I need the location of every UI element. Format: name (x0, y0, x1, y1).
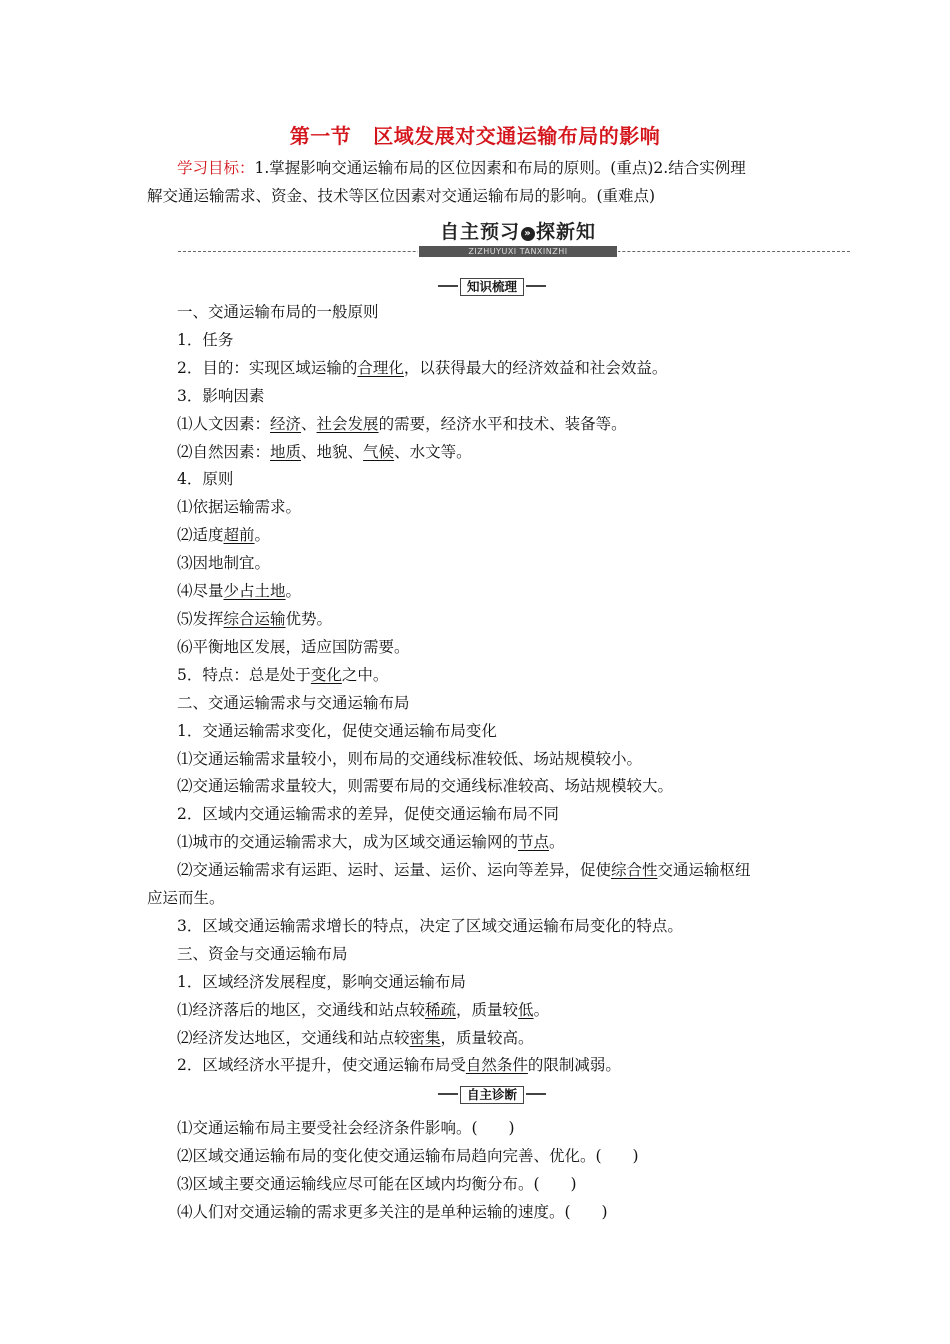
diagnosis-item: ⑶区域主要交通运输线应尽可能在区域内均衡分布。( ) (177, 1174, 577, 1193)
item-2-2-2: ⑵交通运输需求有运距、运时、运量、运价、运向等差异，促使综合性交通运输枢纽 (177, 861, 751, 880)
arrow-icon: » (521, 227, 535, 241)
banner-subtitle: ZIZHUYUXI TANXINZHI (419, 246, 617, 257)
diagnosis-item: ⑵区域交通运输布局的变化使交通运输布局趋向完善、优化。( ) (177, 1146, 639, 1165)
item-3-1: 1．区域经济发展程度，影响交通运输布局 (177, 972, 466, 991)
principle-4: ⑷尽量少占土地。 (177, 582, 302, 601)
heading-1: 一、交通运输布局的一般原则 (177, 303, 379, 321)
item-1-2: 2．目的：实现区域运输的合理化，以获得最大的经济效益和社会效益。 (177, 358, 668, 377)
item-2-1: 1．交通运输需求变化，促使交通运输布局变化 (177, 721, 497, 740)
section-heading: 区域发展对交通运输布局的影响 (373, 124, 661, 148)
item-1-1: 1．任务 (177, 330, 234, 349)
learning-goals-label: 学习目标： (177, 159, 255, 177)
principle-5: ⑸发挥综合运输优势。 (177, 609, 333, 628)
knowledge-content (147, 299, 817, 1080)
item-1-5: 5．特点：总是处于变化之中。 (177, 665, 389, 684)
principle-6: ⑹平衡地区发展，适应国防需要。 (177, 637, 410, 656)
preview-banner (178, 214, 850, 260)
diagnosis-item: ⑷人们对交通运输的需求更多关注的是单种运输的速度。( ) (177, 1202, 608, 1221)
section-number: 第一节 (289, 124, 352, 148)
item-2-3: 3．区域交通运输需求增长的特点，决定了区域交通运输布局变化的特点。 (177, 916, 683, 935)
principle-3: ⑶因地制宜。 (177, 554, 271, 573)
learning-goals-line-2: 解交通运输需求、资金、技术等区位因素对交通运输布局的影响。(重难点) (147, 187, 656, 205)
item-1-3: 3．影响因素 (177, 386, 265, 405)
diagnosis-item: ⑴交通运输布局主要受社会经济条件影响。( ) (177, 1119, 515, 1137)
knowledge-tag: 知识梳理 (438, 278, 546, 294)
item-2-2: 2．区域内交通运输需求的差异，促使交通运输布局不同 (177, 805, 559, 824)
item-2-1-2: ⑵交通运输需求量较大，则需要布局的交通线标准较高、场站规模较大。 (177, 777, 674, 796)
learning-goals-line-1: 1.掌握影响交通运输布局的区位因素和布局的原则。(重点)2.结合实例理 (254, 159, 746, 177)
diagnosis-tag: 自主诊断 (438, 1086, 546, 1102)
item-1-3-1: ⑴人文因素：经济、社会发展的需要，经济水平和技术、装备等。 (177, 414, 627, 433)
item-3-2: 2．区域经济水平提升，使交通运输布局受自然条件的限制减弱。 (177, 1056, 621, 1075)
principle-2: ⑵适度超前。 (177, 526, 271, 545)
item-2-2-2-cont: 应运而生。 (147, 889, 225, 908)
item-3-1-2: ⑵经济发达地区，交通线和站点较密集，质量较高。 (177, 1028, 534, 1047)
banner-title-b: 探新知 (536, 221, 597, 243)
banner-title-a: 自主预习 (439, 221, 520, 243)
item-3-1-1: ⑴经济落后的地区，交通线和站点较稀疏，质量较低。 (177, 1000, 550, 1019)
item-2-2-1: ⑴城市的交通运输需求大，成为区域交通运输网的节点。 (177, 833, 565, 852)
item-2-1-1: ⑴交通运输需求量较小，则布局的交通线标准较低、场站规模较小。 (177, 749, 643, 768)
diagnosis-list (147, 1115, 817, 1227)
heading-2: 二、交通运输需求与交通运输布局 (177, 693, 410, 712)
item-1-3-2: ⑵自然因素：地质、地貌、气候、水文等。 (177, 442, 472, 461)
principle-1: ⑴依据运输需求。 (177, 498, 302, 517)
learning-goals (147, 154, 817, 210)
heading-3: 三、资金与交通运输布局 (177, 944, 348, 963)
item-1-4: 4．原则 (177, 470, 234, 489)
section-title (0, 120, 950, 149)
